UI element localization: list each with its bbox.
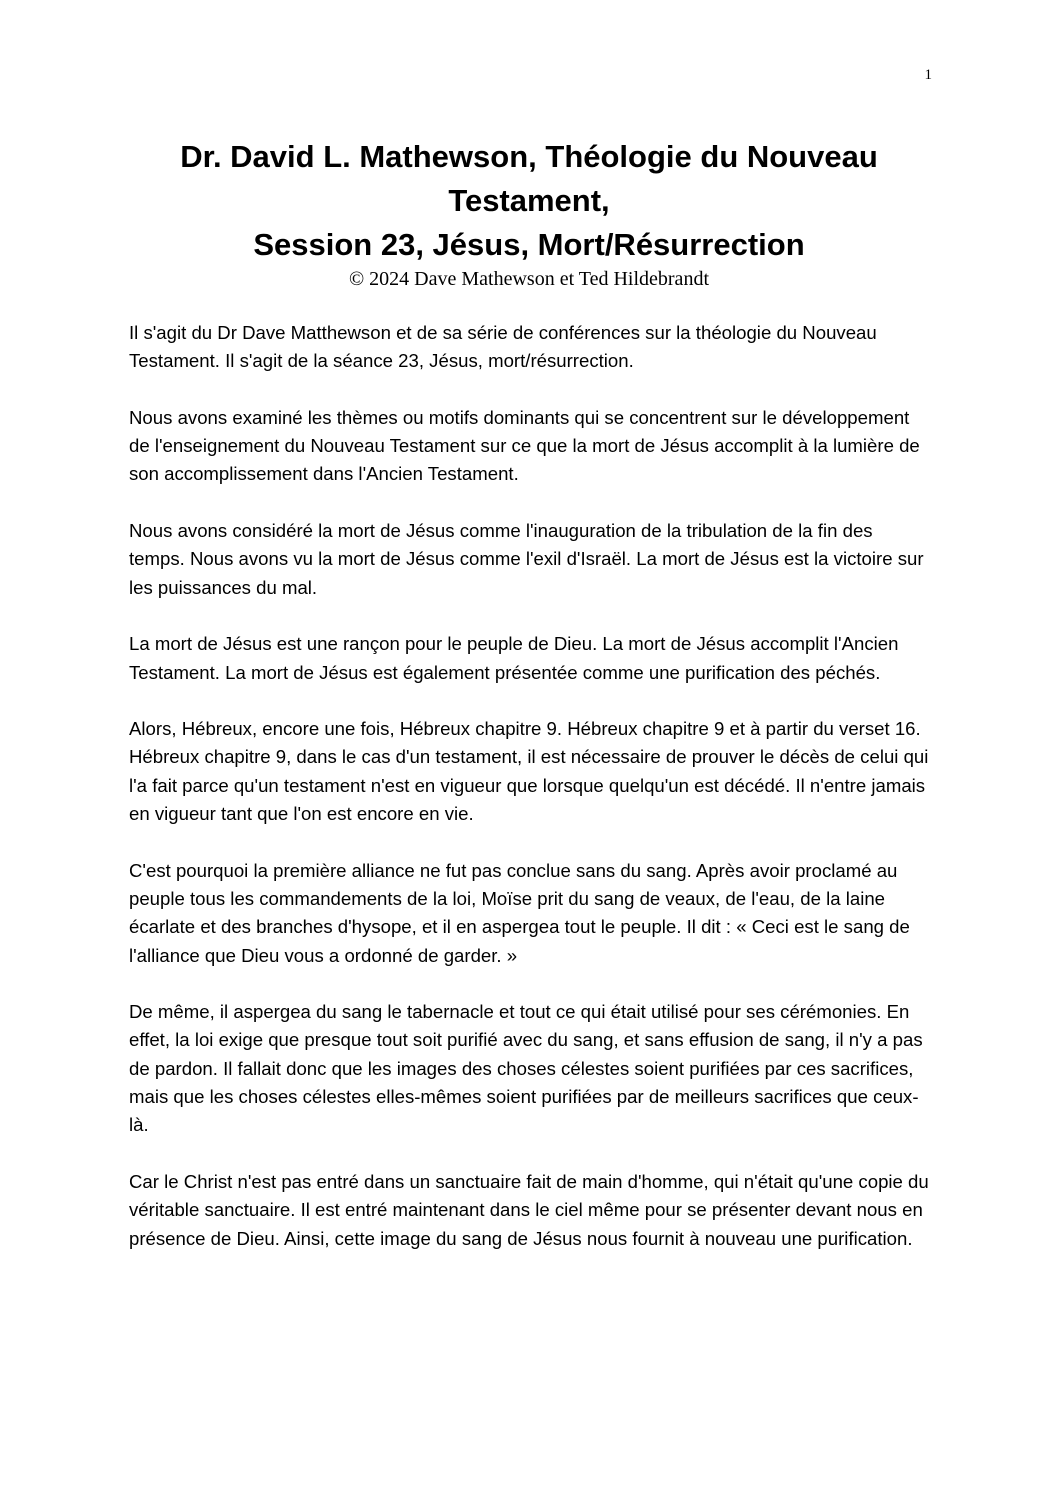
paragraph-3: Nous avons considéré la mort de Jésus comme l'inauguration de la tribulation de la fin des temps. Nous avons vu la mort de Jésus comme l'exil d'Israël. La mort de Jésus est la victoire sur les puissances du mal. bbox=[129, 520, 924, 598]
paragraph-6: C'est pourquoi la première alliance ne fut pas conclue sans du sang. Après avoir proclamé au peuple tous les commandements de la loi, Moïse prit du sang de veaux, de l'eau, de la laine écarlate et des branches d'hysope, et il en aspergea tout le peuple. Il dit : « Ceci est le sang de l'alliance que Dieu vous a ordonné de garder. » bbox=[129, 859, 910, 966]
title-line-3: Session 23, Jésus, Mort/Résurrection bbox=[253, 227, 805, 262]
paragraph-4: La mort de Jésus est une rançon pour le peuple de Dieu. La mort de Jésus accomplit l'Ancien Testament. La mort de Jésus est également présentée comme une purification des péchés. bbox=[129, 633, 899, 683]
document-header bbox=[100, 135, 958, 291]
title-line-2: Testament, bbox=[448, 183, 610, 218]
copyright-notice: © 2024 Dave Mathewson et Ted Hildebrandt bbox=[348, 268, 709, 290]
page-number: 1 bbox=[924, 67, 932, 83]
document-body bbox=[129, 319, 931, 1281]
paragraph-1: Il s'agit du Dr Dave Matthewson et de sa série de conférences sur la théologie du Nouveau Testament. Il s'agit de la séance 23, Jésus, mort/résurrection. bbox=[129, 322, 877, 372]
paragraph-2: Nous avons examiné les thèmes ou motifs dominants qui se concentrent sur le développement de l'enseignement du Nouveau Testament sur ce que la mort de Jésus accomplit à la lumière de son accomplissement dans l'Ancien Testament. bbox=[129, 406, 920, 485]
paragraph-8: Car le Christ n'est pas entré dans un sanctuaire fait de main d'homme, qui n'était qu'une copie du véritable sanctuaire. Il est entré maintenant dans le ciel même pour se présenter devant nous en présence de Dieu. Ainsi, cette image du sang de Jésus nous fournit à nouveau une purification. bbox=[129, 1170, 929, 1249]
paragraph-7: De même, il aspergea du sang le tabernacle et tout ce qui était utilisé pour ses cérémonies. En effet, la loi exige que presque tout soit purifié avec du sang, et sans effusion de sang, il n'y a pas de pardon. Il fallait donc que les images des choses célestes soient purifiées par ces sacrifices, mais que les choses célestes elles-mêmes soient purifiées par de meilleurs sacrifices que ceux-là. bbox=[129, 1001, 923, 1136]
paragraph-5: Alors, Hébreux, encore une fois, Hébreux chapitre 9. Hébreux chapitre 9 et à partir du verset 16. Hébreux chapitre 9, dans le cas d'un testament, il est nécessaire de prouver le décès de celui qui l'a fait parce qu'un testament n'est en vigueur que lorsque quelqu'un est décédé. Il n'entre jamais en vigueur tant que l'on est encore en vie. bbox=[129, 718, 929, 825]
title-line-1: Dr. David L. Mathewson, Théologie du Nouveau bbox=[180, 139, 878, 174]
